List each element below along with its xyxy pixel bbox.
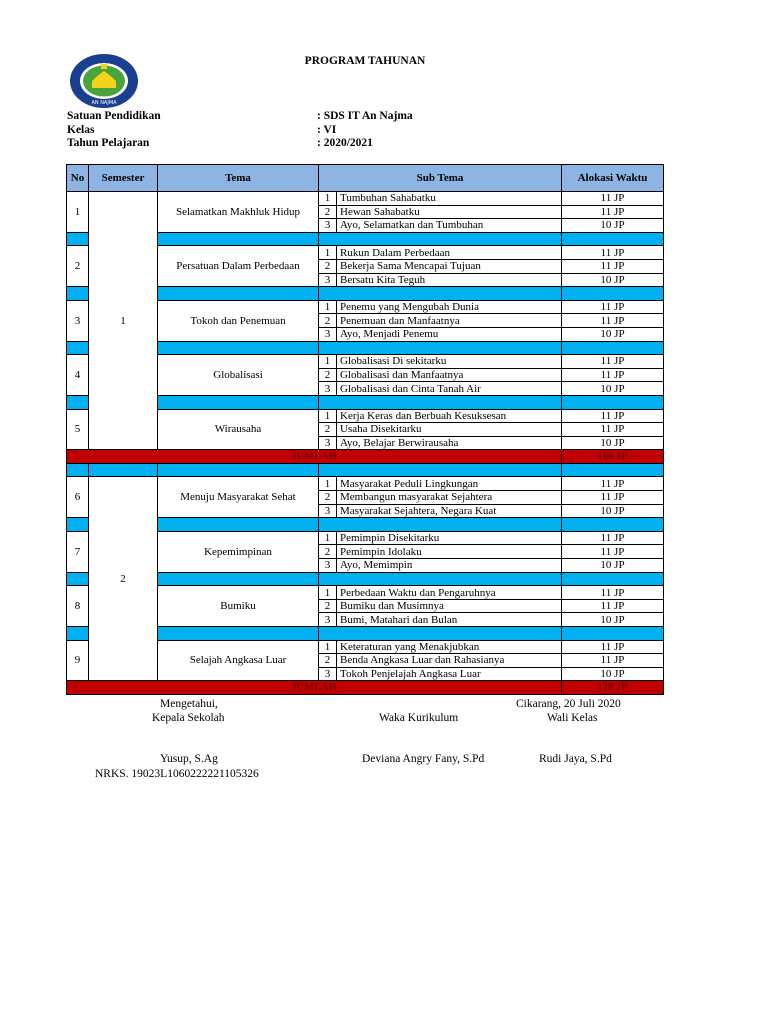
subtheme-number: 1	[319, 192, 337, 206]
meta-label: Satuan Pendidikan	[67, 110, 161, 122]
header-tema: Tema	[158, 165, 319, 192]
semester-cell: 1	[89, 192, 158, 450]
theme-name: Globalisasi	[158, 355, 319, 396]
kepala-sekolah-name: Yusup, S.Ag	[160, 753, 218, 765]
header-alokasi: Alokasi Waktu	[562, 165, 664, 192]
subtheme-number: 2	[319, 259, 337, 273]
table-row	[67, 192, 664, 206]
subtheme-number: 3	[319, 559, 337, 573]
meta-label: Tahun Pelajaran	[67, 137, 150, 149]
subtheme-name: Usaha Disekitarku	[337, 423, 562, 437]
svg-text:AN NAJMA: AN NAJMA	[91, 100, 117, 106]
separator-cell	[562, 287, 664, 301]
theme-name: Selamatkan Makhluk Hidup	[158, 192, 319, 233]
subtheme-number: 1	[319, 640, 337, 654]
jumlah-row	[67, 450, 664, 464]
theme-name: Wirausaha	[158, 409, 319, 450]
time-allocation: 11 JP	[562, 654, 664, 668]
theme-number: 1	[67, 192, 89, 233]
subtheme-number: 1	[319, 477, 337, 491]
semester-cell: 2	[89, 477, 158, 681]
subtheme-number: 2	[319, 205, 337, 219]
subtheme-number: 3	[319, 219, 337, 233]
jumlah-label: JUMLAH	[67, 450, 562, 464]
subtheme-number: 3	[319, 504, 337, 518]
subtheme-number: 1	[319, 246, 337, 260]
subtheme-number: 2	[319, 368, 337, 382]
separator-cell	[562, 463, 664, 477]
subtheme-name: Keteraturan yang Menakjubkan	[337, 640, 562, 654]
program-table	[66, 164, 664, 695]
separator-cell	[562, 572, 664, 586]
wali-kelas-name: Rudi Jaya, S.Pd	[539, 753, 612, 765]
theme-number: 2	[67, 246, 89, 287]
separator-cell	[158, 627, 319, 641]
separator-cell	[158, 572, 319, 586]
time-allocation: 10 JP	[562, 382, 664, 396]
subtheme-number: 1	[319, 586, 337, 600]
time-allocation: 10 JP	[562, 219, 664, 233]
separator-cell	[319, 572, 562, 586]
separator-cell	[562, 627, 664, 641]
separator-cell	[158, 518, 319, 532]
subtheme-number: 2	[319, 423, 337, 437]
subtheme-number: 3	[319, 273, 337, 287]
time-allocation: 10 JP	[562, 613, 664, 627]
time-allocation: 10 JP	[562, 436, 664, 450]
separator-cell	[67, 572, 89, 586]
subtheme-name: Pemimpin Idolaku	[337, 545, 562, 559]
time-allocation: 10 JP	[562, 504, 664, 518]
table-header-row	[67, 165, 664, 192]
subtheme-name: Tokoh Penjelajah Angkasa Luar	[337, 667, 562, 681]
header-semester: Semester	[89, 165, 158, 192]
separator-row	[67, 463, 664, 477]
subtheme-number: 3	[319, 613, 337, 627]
subtheme-name: Masyarakat Peduli Lingkungan	[337, 477, 562, 491]
time-allocation: 11 JP	[562, 640, 664, 654]
separator-cell	[67, 463, 89, 477]
waka-kurikulum-name: Deviana Angry Fany, S.Pd	[362, 753, 485, 765]
subtheme-name: Bersatu Kita Teguh	[337, 273, 562, 287]
table-row	[67, 477, 664, 491]
subtheme-name: Ayo, Menjadi Penemu	[337, 327, 562, 341]
time-allocation: 10 JP	[562, 327, 664, 341]
subtheme-number: 3	[319, 436, 337, 450]
subtheme-name: Pemimpin Disekitarku	[337, 531, 562, 545]
time-allocation: 11 JP	[562, 491, 664, 505]
wali-kelas-title: Wali Kelas	[547, 712, 598, 724]
theme-number: 8	[67, 586, 89, 627]
header-subtema: Sub Tema	[319, 165, 562, 192]
separator-cell	[562, 395, 664, 409]
subtheme-name: Bumi, Matahari dan Bulan	[337, 613, 562, 627]
theme-number: 7	[67, 531, 89, 572]
separator-cell	[319, 287, 562, 301]
header-no: No	[67, 165, 89, 192]
jumlah-value: 160 JP	[562, 450, 664, 464]
subtheme-name: Globalisasi Di sekitarku	[337, 355, 562, 369]
subtheme-name: Masyarakat Sejahtera, Negara Kuat	[337, 504, 562, 518]
time-allocation: 11 JP	[562, 314, 664, 328]
subtheme-number: 2	[319, 599, 337, 613]
theme-name: Persatuan Dalam Perbedaan	[158, 246, 319, 287]
meta-value: : 2020/2021	[317, 137, 373, 149]
time-allocation: 11 JP	[562, 192, 664, 206]
separator-cell	[319, 395, 562, 409]
subtheme-name: Tumbuhan Sahabatku	[337, 192, 562, 206]
subtheme-name: Rukun Dalam Perbedaan	[337, 246, 562, 260]
subtheme-name: Bekerja Sama Mencapai Tujuan	[337, 259, 562, 273]
time-allocation: 11 JP	[562, 409, 664, 423]
separator-cell	[89, 463, 158, 477]
time-allocation: 11 JP	[562, 355, 664, 369]
meta-value: : SDS IT An Najma	[317, 110, 413, 122]
separator-cell	[319, 627, 562, 641]
separator-cell	[67, 287, 89, 301]
subtheme-number: 3	[319, 327, 337, 341]
theme-name: Bumiku	[158, 586, 319, 627]
subtheme-name: Ayo, Memimpin	[337, 559, 562, 573]
separator-cell	[562, 341, 664, 355]
subtheme-name: Membangun masyarakat Sejahtera	[337, 491, 562, 505]
separator-cell	[67, 395, 89, 409]
theme-number: 6	[67, 477, 89, 518]
theme-name: Menuju Masyarakat Sehat	[158, 477, 319, 518]
separator-cell	[158, 287, 319, 301]
document-title: PROGRAM TAHUNAN	[304, 55, 426, 67]
waka-kurikulum-title: Waka Kurikulum	[379, 712, 459, 724]
separator-cell	[319, 518, 562, 532]
mengetahui-label: Mengetahui,	[160, 698, 218, 710]
time-allocation: 11 JP	[562, 599, 664, 613]
theme-number: 4	[67, 355, 89, 396]
meta-value: : VI	[317, 123, 337, 136]
separator-cell	[67, 341, 89, 355]
jumlah-row	[67, 681, 664, 695]
subtheme-number: 2	[319, 654, 337, 668]
subtheme-number: 1	[319, 355, 337, 369]
subtheme-name: Perbedaan Waktu dan Pengaruhnya	[337, 586, 562, 600]
time-allocation: 11 JP	[562, 545, 664, 559]
subtheme-name: Kerja Keras dan Berbuah Kesuksesan	[337, 409, 562, 423]
school-logo	[68, 52, 140, 110]
place-date: Cikarang, 20 Juli 2020	[516, 698, 621, 710]
theme-number: 9	[67, 640, 89, 681]
jumlah-value: 128 JP	[562, 681, 664, 695]
subtheme-number: 3	[319, 667, 337, 681]
subtheme-name: Ayo, Selamatkan dan Tumbuhan	[337, 219, 562, 233]
separator-cell	[67, 518, 89, 532]
time-allocation: 10 JP	[562, 559, 664, 573]
separator-cell	[158, 395, 319, 409]
jumlah-label: JUMLAH	[67, 681, 562, 695]
meta-row	[67, 137, 467, 151]
separator-cell	[67, 627, 89, 641]
subtheme-name: Hewan Sahabatku	[337, 205, 562, 219]
subtheme-name: Ayo, Belajar Berwirausaha	[337, 436, 562, 450]
time-allocation: 10 JP	[562, 667, 664, 681]
theme-number: 3	[67, 300, 89, 341]
subtheme-name: Penemu yang Mengubah Dunia	[337, 300, 562, 314]
separator-cell	[158, 341, 319, 355]
subtheme-name: Penemuan dan Manfaatnya	[337, 314, 562, 328]
subtheme-name: Globalisasi dan Cinta Tanah Air	[337, 382, 562, 396]
subtheme-name: Globalisasi dan Manfaatnya	[337, 368, 562, 382]
subtheme-name: Benda Angkasa Luar dan Rahasianya	[337, 654, 562, 668]
subtheme-number: 1	[319, 409, 337, 423]
time-allocation: 11 JP	[562, 205, 664, 219]
subtheme-name: Bumiku dan Musimnya	[337, 599, 562, 613]
theme-name: Tokoh dan Penemuan	[158, 300, 319, 341]
subtheme-number: 2	[319, 545, 337, 559]
separator-cell	[319, 232, 562, 246]
kepala-sekolah-title: Kepala Sekolah	[152, 712, 225, 724]
theme-number: 5	[67, 409, 89, 450]
separator-cell	[562, 518, 664, 532]
time-allocation: 11 JP	[562, 259, 664, 273]
theme-name: Kepemimpinan	[158, 531, 319, 572]
separator-cell	[158, 232, 319, 246]
time-allocation: 11 JP	[562, 423, 664, 437]
subtheme-number: 2	[319, 491, 337, 505]
time-allocation: 11 JP	[562, 246, 664, 260]
separator-cell	[319, 341, 562, 355]
subtheme-number: 1	[319, 531, 337, 545]
separator-cell	[158, 463, 319, 477]
document-meta	[67, 110, 467, 151]
time-allocation: 10 JP	[562, 273, 664, 287]
kepala-sekolah-nrks: NRKS. 19023L1060222221105326	[95, 768, 259, 780]
separator-cell	[319, 463, 562, 477]
separator-cell	[67, 232, 89, 246]
time-allocation: 11 JP	[562, 368, 664, 382]
time-allocation: 11 JP	[562, 586, 664, 600]
theme-name: Selajah Angkasa Luar	[158, 640, 319, 681]
time-allocation: 11 JP	[562, 531, 664, 545]
time-allocation: 11 JP	[562, 477, 664, 491]
subtheme-number: 2	[319, 314, 337, 328]
meta-label: Kelas	[67, 123, 95, 136]
separator-cell	[562, 232, 664, 246]
subtheme-number: 3	[319, 382, 337, 396]
meta-row	[67, 124, 467, 138]
meta-row	[67, 110, 467, 124]
subtheme-number: 1	[319, 300, 337, 314]
time-allocation: 11 JP	[562, 300, 664, 314]
